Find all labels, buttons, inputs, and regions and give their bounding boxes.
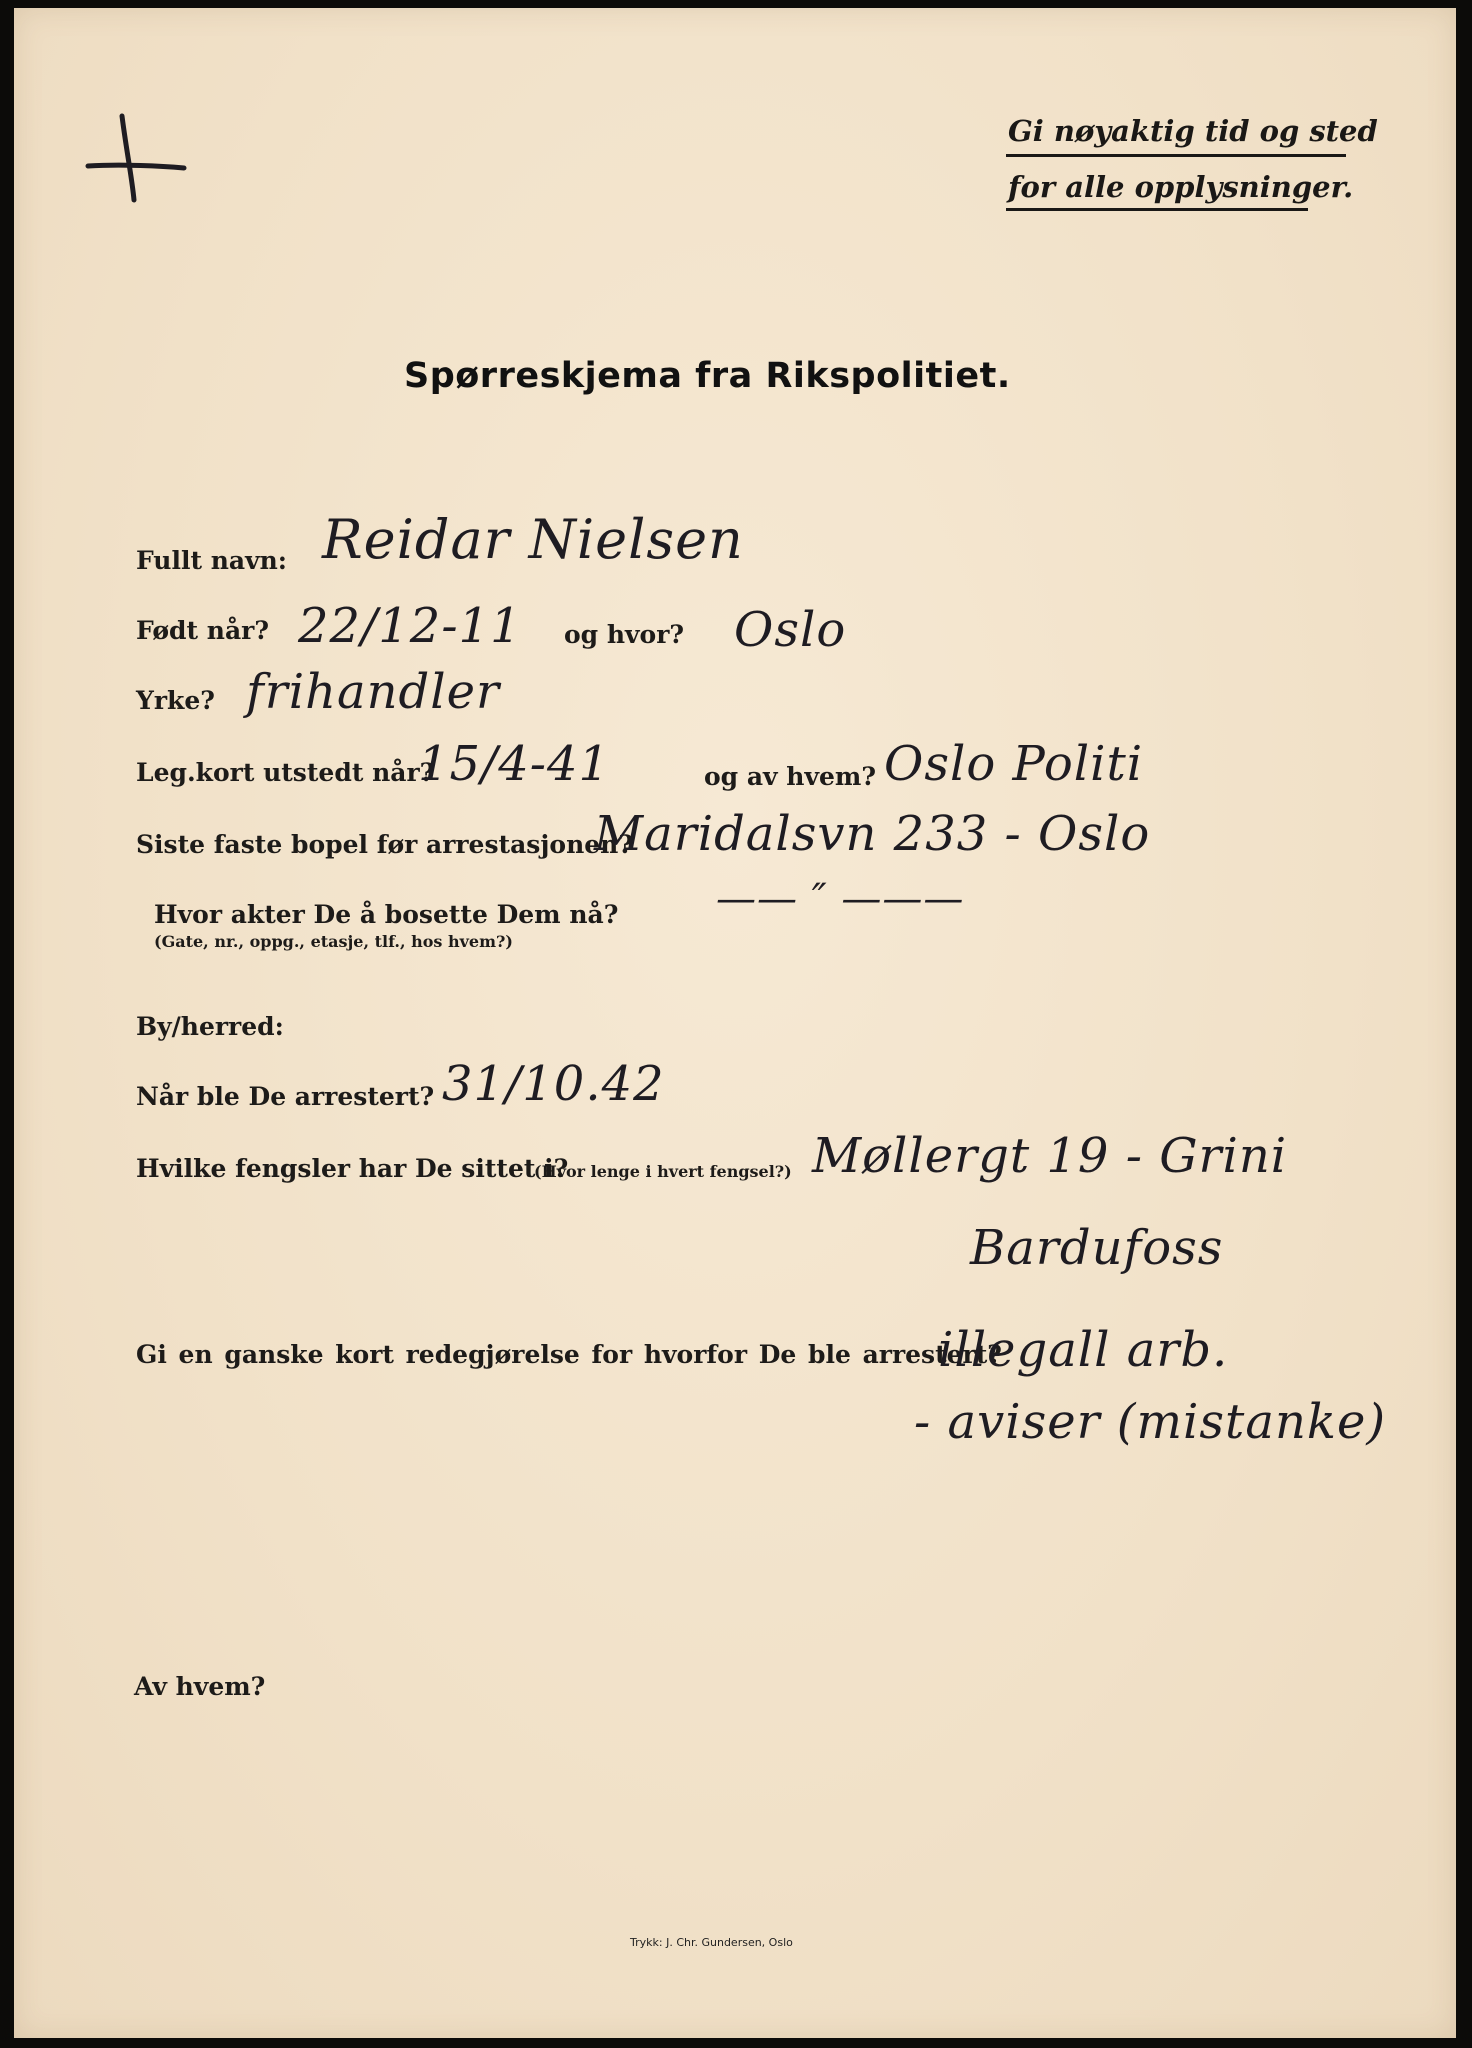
born-where-value: Oslo	[734, 602, 847, 658]
printer-footer: Trykk: J. Chr. Gundersen, Oslo	[630, 1936, 793, 1949]
prisons-value-line2: Bardufoss	[970, 1220, 1224, 1276]
arrested-when-label: Når ble De arrestert?	[136, 1082, 435, 1111]
header-note-line2: for alle opplysninger.	[1008, 170, 1354, 204]
by-whom-label: Av hvem?	[134, 1672, 266, 1701]
born-when-value: 22/12-11	[298, 598, 522, 654]
header-note-line1: Gi nøyaktig tid og sted	[1008, 114, 1378, 148]
settle-where-label: Hvor akter De å bosette Dem nå?	[154, 900, 619, 929]
id-card-by-value: Oslo Politi	[884, 736, 1144, 792]
full-name-label: Fullt navn:	[136, 546, 288, 575]
arrested-when-value: 31/10.42	[442, 1056, 665, 1112]
full-name-value: Reidar Nielsen	[322, 508, 744, 571]
reason-value-line2: - aviser (mistanke)	[914, 1394, 1387, 1450]
page-title: Spørreskjema fra Rikspolitiet.	[404, 356, 1011, 396]
reason-label: Gi en ganske kort redegjørelse for hvorfor De ble arrestert?	[136, 1340, 1002, 1369]
header-note-rule2	[1006, 208, 1308, 211]
corner-mark-icon	[82, 108, 192, 208]
settle-where-value: —— ″ ———	[716, 876, 965, 922]
prisons-label: Hvilke fengsler har De sittet i?	[136, 1154, 569, 1183]
id-card-when-value: 15/4-41	[418, 736, 611, 792]
born-where-label: og hvor?	[564, 620, 685, 649]
id-card-when-label: Leg.kort utstedt når?	[136, 758, 435, 787]
last-residence-value: Maridalsvn 233 - Oslo	[594, 806, 1151, 862]
born-when-label: Født når?	[136, 616, 269, 645]
occupation-value: frihandler	[246, 664, 500, 720]
settle-where-sublabel: (Gate, nr., oppg., etasje, tlf., hos hvem?)	[154, 932, 513, 951]
town-label: By/herred:	[136, 1012, 284, 1041]
header-note-rule1	[1006, 154, 1346, 157]
prisons-sublabel: (Hvor lenge i hvert fengsel?)	[534, 1162, 792, 1181]
last-residence-label: Siste faste bopel før arrestasjonen?	[136, 830, 633, 859]
prisons-value-line1: Møllergt 19 - Grini	[812, 1128, 1288, 1184]
reason-value-line1: illegall arb.	[938, 1322, 1229, 1378]
occupation-label: Yrke?	[136, 686, 215, 715]
id-card-by-label: og av hvem?	[704, 762, 876, 791]
